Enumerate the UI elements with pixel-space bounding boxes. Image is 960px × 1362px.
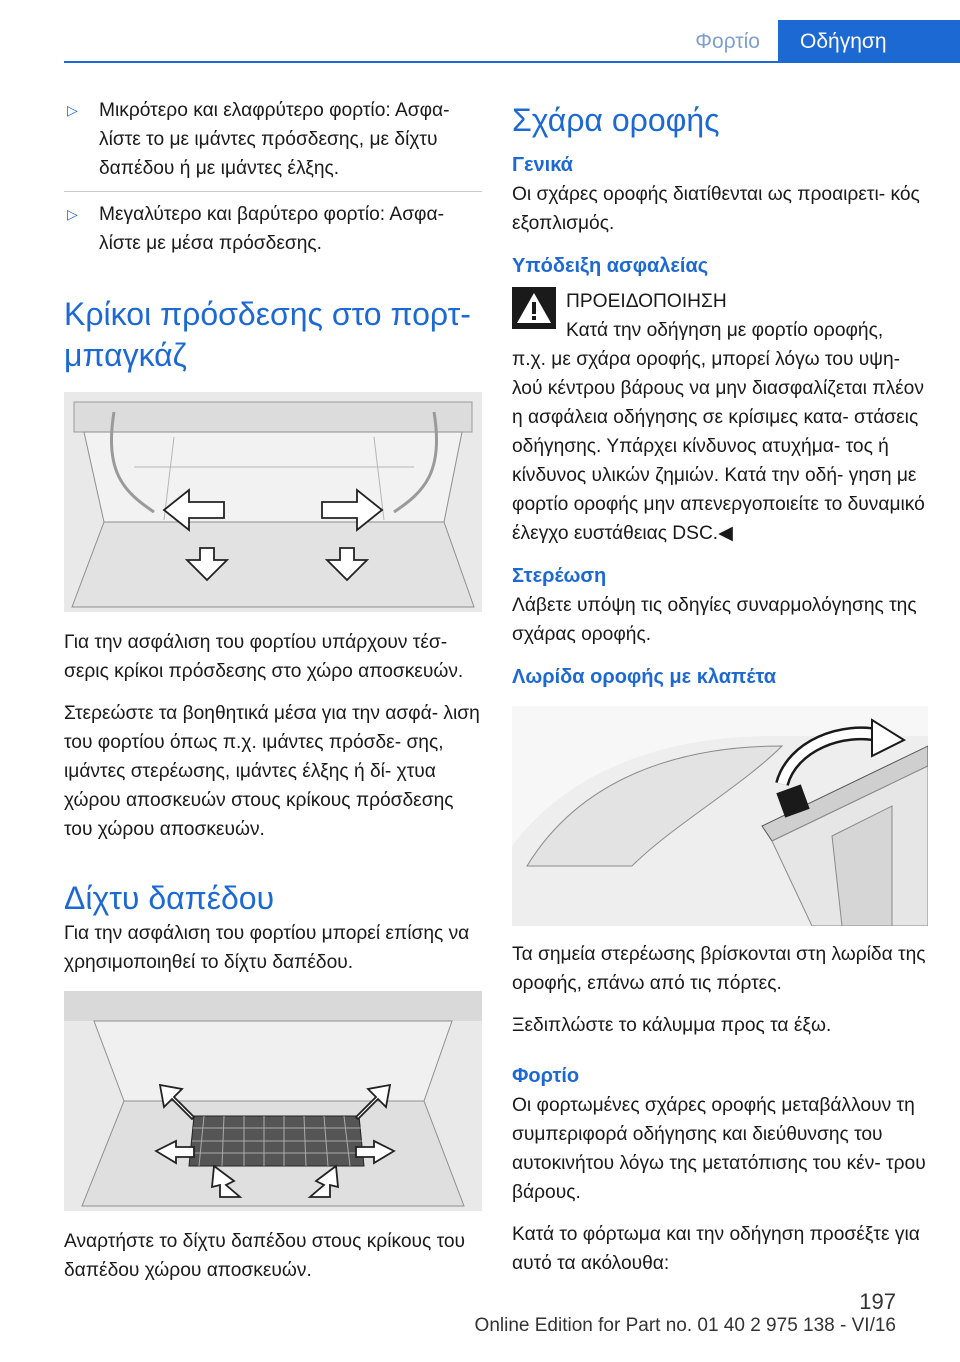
triangle-bullet-icon: ▷ [67, 206, 78, 222]
divider [64, 191, 482, 192]
paragraph: Τα σημεία στερέωσης βρίσκονται στη λωρίδα της οροφής, επάνω από τις πόρτες. [512, 944, 926, 994]
roof-strip-figure [512, 706, 928, 926]
warning-label: ΠΡΟΕΙΔΟΠΟΙΗΣΗ [566, 291, 727, 312]
paragraph: Οι φορτωμένες σχάρες οροφής μεταβάλλουν τη συμπεριφορά οδήγησης και διεύθυνσης του αυτοκινήτου λόγω της μετατόπισης του κέν‐ τρου βάρους. [512, 1095, 926, 1203]
right-column [512, 96, 928, 1291]
subheading-roof-strip: Λωρίδα οροφής με κλαπέτα [512, 666, 777, 688]
header-rule [64, 61, 960, 63]
heading-roof-rack: Σχάρα οροφής [512, 102, 720, 138]
bullet-item [64, 96, 482, 183]
bullet-text: Μικρότερο και ελαφρύτερο φορτίο: Ασφα‐ λίστε το με ιμάντες πρόσδεσης, με δίχτυ δαπέδου ή με ιμάντες έλξης. [99, 100, 450, 179]
tab-chapter[interactable]: Οδήγηση [778, 20, 960, 62]
heading-tie-down-rings: Κρίκοι πρόσδεσης στο πορτ‐ μπαγκάζ [64, 296, 471, 373]
page-number: 197 [859, 1289, 896, 1314]
paragraph: Στερεώστε τα βοηθητικά μέσα για την ασφά‐ λιση του φορτίου όπως π.χ. ιμάντες πρόσδε‐ σης, ιμάντες στερέωσης, ιμάντες έλξης ή δί‐ χτυα χώρου αποσκευών στους κρίκους πρόσδεσης του χώρου αποσκευών. [64, 703, 480, 840]
paragraph: Για την ασφάλιση του φορτίου υπάρχουν τέσ‐ σερις κρίκοι πρόσδεσης στο χώρο αποσκευών. [64, 632, 464, 682]
warning-text: π.χ. με σχάρα οροφής, μπορεί λόγω του υψη‐ λού κέντρου βάρους να μην διασφαλίζεται πλέον η ασφάλεια οδήγησης σε κρίσιμες κατα‐ στάσεις οδήγησης. Υπάρχει κίνδυνος ατυχήμα‐ τος ή κίνδυνος υλικών ζημιών. Κατά την οδή‐ γηση με φορτίο οροφής μην απενεργοποιείτε το δυναμικό έλεγχο ευστάθειας DSC.◀ [512, 349, 925, 544]
warning-first-line: Κατά την οδήγηση με φορτίο οροφής, [566, 320, 884, 341]
subheading-mounting: Στερέωση [512, 565, 607, 587]
paragraph: Λάβετε υπόψη τις οδηγίες συναρμολόγησης της σχάρας οροφής. [512, 595, 917, 645]
paragraph: Για την ασφάλιση του φορτίου μπορεί επίσης να χρησιμοποιηθεί το δίχτυ δαπέδου. [64, 923, 470, 973]
warning-block [512, 287, 928, 345]
trunk-rings-figure [64, 392, 482, 612]
subheading-safety: Υπόδειξη ασφαλείας [512, 255, 709, 277]
roof-strip-illustration [512, 706, 928, 926]
floor-net-illustration [64, 991, 482, 1211]
bullet-item [64, 200, 482, 258]
heading-floor-net: Δίχτυ δαπέδου [64, 880, 275, 916]
subheading-general: Γενικά [512, 154, 573, 176]
paragraph: Αναρτήστε το δίχτυ δαπέδου στους κρίκους του δαπέδου χώρου αποσκευών. [64, 1231, 466, 1281]
edition-footer: Online Edition for Part no. 01 40 2 975 138 - VI/16 [474, 1315, 896, 1336]
header-tabs [673, 20, 960, 62]
floor-net-figure [64, 991, 482, 1211]
left-column [64, 96, 482, 1298]
trunk-rings-illustration [64, 392, 482, 612]
paragraph: Οι σχάρες οροφής διατίθενται ως προαιρετι‐ κός εξοπλισμός. [512, 184, 920, 234]
subheading-load: Φορτίο [512, 1065, 580, 1087]
warning-triangle-icon [512, 287, 556, 329]
triangle-bullet-icon: ▷ [67, 102, 78, 118]
paragraph: Ξεδιπλώστε το κάλυμμα προς τα έξω. [512, 1015, 832, 1036]
paragraph: Κατά το φόρτωμα και την οδήγηση προσέξτε για αυτό τα ακόλουθα: [512, 1224, 920, 1274]
tab-section[interactable]: Φορτίο [673, 20, 778, 62]
bullet-text: Μεγαλύτερο και βαρύτερο φορτίο: Ασφα‐ λίστε με μέσα πρόσδεσης. [99, 204, 444, 254]
